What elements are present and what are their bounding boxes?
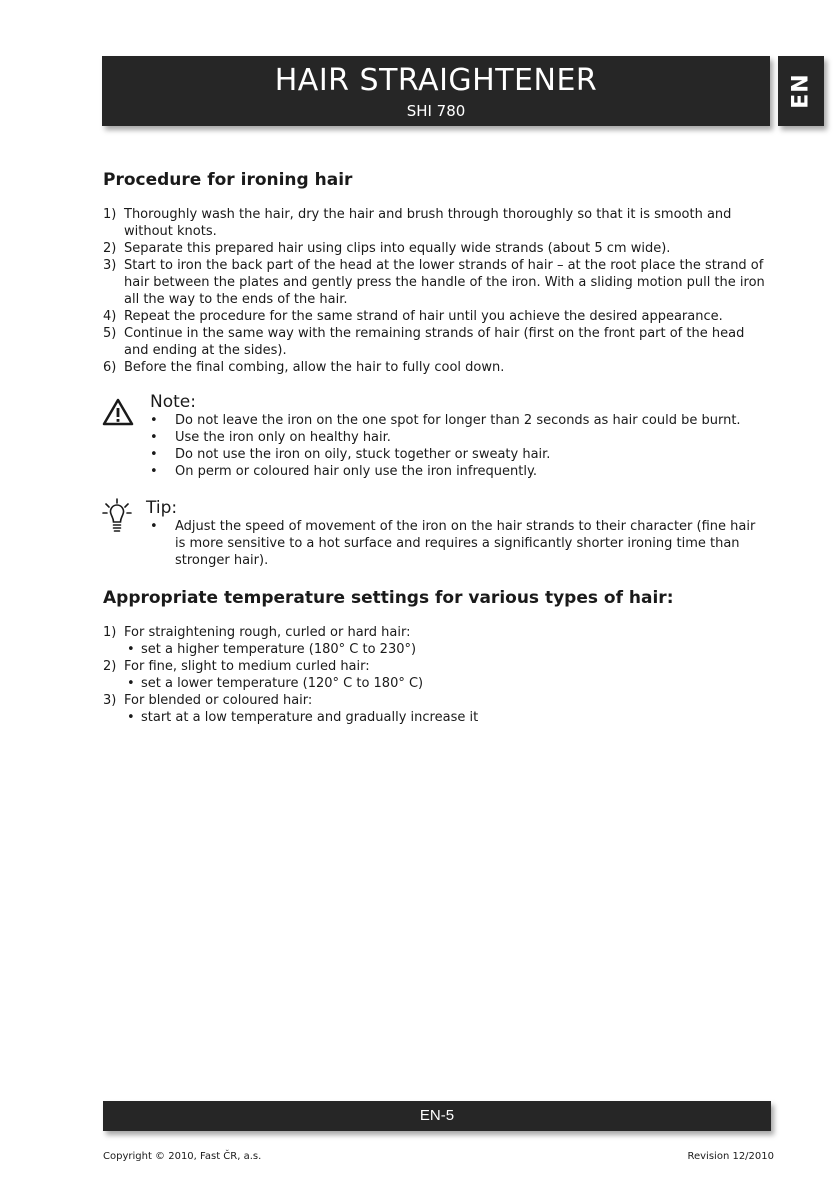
language-tab xyxy=(778,56,824,126)
procedure-steps xyxy=(103,206,768,376)
step-text: For straightening rough, curled or hard hair: xyxy=(124,625,411,640)
step-text: Before the final combing, allow the hair to fully cool down. xyxy=(124,360,505,375)
step-text: Thoroughly wash the hair, dry the hair and brush through thoroughly so that it is smooth and without knots. xyxy=(124,207,732,239)
step-text: For fine, slight to medium curled hair: xyxy=(124,659,370,674)
step-text: Separate this prepared hair using clips into equally wide strands (about 5 cm wide). xyxy=(124,241,671,256)
list-item xyxy=(103,359,768,376)
step-text: Start to iron the back part of the head at the lower strands of hair – at the root place the strand of hair between the plates and gently press the handle of the iron. With a sliding motion pull the iron all the way to the ends of the hair. xyxy=(124,258,765,307)
step-number: 2) xyxy=(103,241,117,256)
step-number: 5) xyxy=(103,326,117,341)
list-item: • Use the iron only on healthy hair. xyxy=(148,429,768,446)
list-item: • Do not leave the iron on the one spot for longer than 2 seconds as hair could be burnt. xyxy=(148,412,768,429)
step-number: 1) xyxy=(103,207,117,222)
list-item xyxy=(103,257,768,308)
sub-item: • set a lower temperature (120° C to 180° C) xyxy=(124,675,768,692)
page-number: EN-5 xyxy=(419,1107,455,1124)
list-item: • Adjust the speed of movement of the iron on the hair strands to their character (fine hair is more sensitive to a hot surface and requires a significantly shorter ironing time than stronger hair). xyxy=(148,518,768,569)
copyright-text: Copyright © 2010, Fast ČR, a.s. xyxy=(103,1151,262,1162)
sub-item: • start at a low temperature and gradually increase it xyxy=(124,709,768,726)
list-item xyxy=(103,240,768,257)
step-number: 1) xyxy=(103,625,117,640)
tip-list xyxy=(148,518,768,569)
temperature-heading: Appropriate temperature settings for various types of hair: xyxy=(103,588,674,608)
list-item xyxy=(103,325,768,359)
product-title: HAIR STRAIGHTENER xyxy=(274,63,598,98)
note-title: Note: xyxy=(150,392,196,412)
list-item: • Do not use the iron on oily, stuck together or sweaty hair. xyxy=(148,446,768,463)
step-number: 4) xyxy=(103,309,117,324)
list-item xyxy=(103,658,768,692)
step-text: Repeat the procedure for the same strand of hair until you achieve the desired appearance. xyxy=(124,309,723,324)
list-item xyxy=(103,308,768,325)
sub-item: • set a higher temperature (180° C to 230°) xyxy=(124,641,768,658)
step-number: 3) xyxy=(103,693,117,708)
warning-icon xyxy=(102,398,134,426)
lightbulb-icon xyxy=(102,498,132,536)
step-number: 2) xyxy=(103,659,117,674)
step-text: For blended or coloured hair: xyxy=(124,693,313,708)
step-number: 3) xyxy=(103,258,117,273)
step-text: Continue in the same way with the remaining strands of hair (first on the front part of the head and ending at the sides). xyxy=(124,326,745,358)
header-bar xyxy=(102,56,770,126)
list-item: • On perm or coloured hair only use the iron infrequently. xyxy=(148,463,768,480)
language-label: EN xyxy=(788,73,814,109)
tip-title: Tip: xyxy=(146,498,178,518)
revision-text: Revision 12/2010 xyxy=(687,1151,774,1162)
note-list xyxy=(148,412,768,480)
page-number-bar xyxy=(103,1101,771,1131)
list-item xyxy=(103,692,768,726)
procedure-heading: Procedure for ironing hair xyxy=(103,170,353,190)
step-number: 6) xyxy=(103,360,117,375)
list-item xyxy=(103,624,768,658)
product-model: SHI 780 xyxy=(406,102,466,120)
temperature-steps xyxy=(103,624,768,726)
list-item xyxy=(103,206,768,240)
